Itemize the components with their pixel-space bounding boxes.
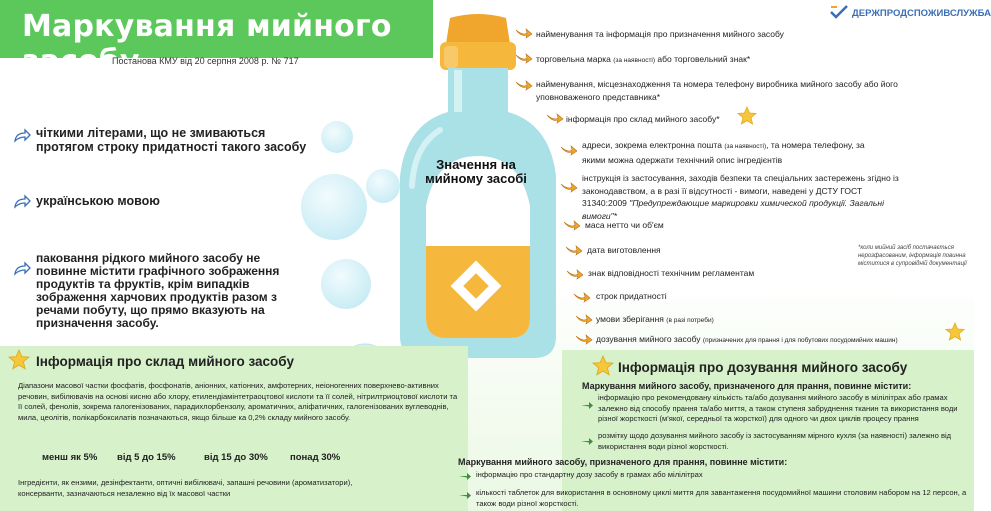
orange-arrow-icon (563, 220, 581, 231)
arrow-icon (13, 195, 31, 209)
right-list-item: маса нетто чи об'єм (585, 220, 664, 230)
orange-arrow-icon (575, 314, 593, 325)
right-list-item-text: адреси, зокрема електронна пошта (582, 140, 722, 150)
right-list-item-note: (за наявності) (613, 57, 656, 64)
right-list-item (536, 53, 836, 68)
page-subtitle: Постанова КМУ від 20 серпня 2008 р. № 717 (112, 56, 299, 66)
right-list-item (582, 172, 902, 222)
right-list-item-text: дозування мийного засобу (596, 334, 701, 344)
dosage-heading: Маркування мийного засобу, призначеного для прання, повинне містити: (582, 381, 912, 391)
left-list-item: паковання рідкого мийного засобу не повинне містити графічного зображення продуктів та фруктів, крім випадків зображення харчових продуктів разом з речами побуту, що прямо вказують на призначення засобу. (36, 251, 280, 330)
right-list-item: найменування, місцезнаходження та номера телефону виробника мийного засобу або його уповноваженого представника* (536, 79, 898, 102)
range-item: від 15 до 30% (204, 452, 268, 463)
logo-text: ДЕРЖПРОДСПОЖИВСЛУЖБА (852, 8, 991, 19)
right-list-item: найменування та інформація про призначення мийного засобу (536, 29, 784, 39)
right-list-item-text: умови зберігання (596, 314, 664, 324)
composition-text: Діапазони масової частки фосфатів, фосфонатів, аніонних, катіонних, амфотерних, неіоногенних поверхнево-активних речовин, вибілювачів на основі кисню або хлору, етилендіамінтетраоцтової кислоти та її солей, нітрилтриоцтової кислоти та її солей, фенолів, зокрема галогенізованих, парадихлорбензолу, ароматичних, аліфатичних, галогенізованих вуглеводнів, мила, цеолітів, полікарбоксилатів позначаються, якщо більше ка 0,2% складу мийного засобу. (18, 381, 458, 422)
star-icon (592, 355, 614, 377)
right-list-item (582, 139, 882, 166)
orange-arrow-icon (560, 145, 578, 156)
star-icon (8, 349, 30, 371)
right-list-item-note: (за наявності) (724, 143, 767, 150)
orange-arrow-icon (515, 28, 533, 39)
dosage-paragraph: інформацію про рекомендовану кількість та/або дозування мийного засобу в мілілітрах або грамах залежно від способу прання та/або миття, а також ступеня забруднення тканин та використання води різної жорсткості (м'якої, середньої та жорсткої) для одного чи двох циклів процесу прання (598, 393, 958, 423)
arrow-icon (13, 129, 31, 143)
green-arrow-icon (458, 490, 472, 500)
right-list-item-note: (в разі потреби) (666, 317, 714, 324)
bottle-label: Значення на мийному засобі (425, 157, 527, 186)
dosage-paragraph: кількості таблеток для використання в основному циклі миття для завантаження посудомийної машини столовим набором на 12 персон, а також води різної жорсткості. (476, 488, 967, 508)
right-list-item-note: (призначених для прання і для побутових посудомийних машин) (702, 337, 898, 344)
right-list-item-text: , та номера телефону, за якими можна одержати технічний опис інгредієнтів (582, 140, 865, 165)
green-arrow-icon (580, 436, 594, 446)
right-list-item: знак відповідності технічним регламентам (588, 268, 755, 278)
right-list-item (596, 333, 946, 348)
star-icon (737, 106, 757, 126)
dosage-paragraph: інформацію про стандартну дозу засобу в грамах або мілілітрах (476, 470, 703, 479)
page-title: Маркування мийного засобу (22, 9, 392, 79)
orange-arrow-icon (515, 80, 533, 91)
orange-arrow-icon (566, 269, 584, 280)
right-list-item-text: торговельна марка (536, 54, 611, 64)
right-list-item: дата виготовлення (587, 245, 661, 255)
range-item: понад 30% (290, 452, 341, 463)
right-list-item-text: інструкція із застосування, заходів безпеки та спеціальних застережень згідно із законодавством, а в разі її відсутності - вимоги, наведені у ДСТУ ГОСТ 31340:2009 (582, 173, 899, 208)
dosage-title: Інформація про дозування мийного засобу (618, 360, 908, 375)
footnote: *коли мийний засіб постачається нерозфасованим, інформація повинна міститися в супровідній документації (858, 245, 967, 267)
range-item: від 5 до 15% (117, 452, 176, 463)
orange-arrow-icon (546, 113, 564, 124)
orange-arrow-icon (560, 182, 578, 193)
orange-arrow-icon (515, 53, 533, 64)
composition-footer: Інгредієнти, як ензими, дезінфектанти, оптичні вибілювачі, запашні речовини (ароматизатори), консерванти, зазначаються незалежно від їх масової частки (18, 478, 353, 498)
right-list-item-text: "Предупреждающие маркировки химической продукції. Загальні вимоги"* (582, 198, 884, 221)
dosage-heading: Маркування мийного засобу, призначеного для прання, повинне містити: (458, 457, 788, 467)
orange-arrow-icon (573, 292, 591, 303)
arrow-icon (13, 262, 31, 276)
star-icon (945, 322, 965, 342)
right-list-item: інформація про склад мийного засобу* (566, 114, 720, 124)
right-list-item (596, 313, 796, 328)
dosage-paragraph: розмітку щодо дозування мийного засобу із застосуванням мірного кухля (за наявності) залежно від використання води різної жорсткості. (598, 431, 952, 451)
orange-arrow-icon (575, 334, 593, 345)
orange-arrow-icon (565, 245, 583, 256)
right-list-item-text: або торговельний знак* (657, 54, 751, 64)
range-item: менш як 5% (42, 452, 98, 463)
composition-title: Інформація про склад мийного засобу (36, 354, 294, 369)
green-arrow-icon (580, 400, 594, 410)
right-list-item: строк придатності (596, 291, 667, 301)
left-list-item: чіткими літерами, що не змиваються протягом строку придатності такого засобу (36, 126, 307, 154)
left-list-item: українською мовою (36, 194, 160, 208)
green-arrow-icon (458, 471, 472, 481)
